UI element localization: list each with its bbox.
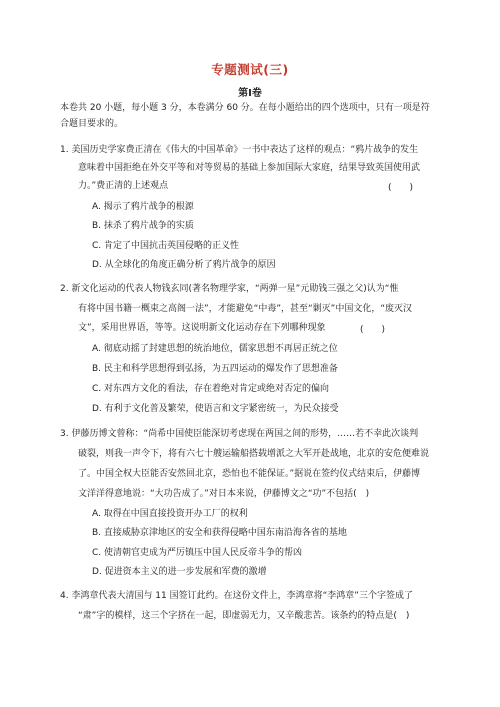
instructions-line: 本卷共 20 小题，每小题 3 分，本卷满分 60 分。在每小题给出的四个选项中，只有一项是符 xyxy=(60,103,430,113)
question-2-option-b: B. 民主和科学思想得到弘扬，为五四运动的爆发作了思想准备 xyxy=(92,364,338,374)
question-3-option-b: B. 直接威胁京津地区的安全和获得侵略中国东南沿海各省的基地 xyxy=(92,528,347,538)
question-1-option-b: B. 抹杀了鸦片战争的实质 xyxy=(92,221,194,231)
question-2-text: 2. 新文化运动的代表人物钱玄同(著名物理学家，“两弹一星”元勋钱三强之父)认为“惟 xyxy=(60,284,399,294)
question-2-option-d: D. 有利于文化普及繁荣，使语言和文字紧密统一，为民众接受 xyxy=(92,404,339,414)
section-heading: 第Ⅰ卷 xyxy=(238,88,262,99)
question-2-option-a: A. 彻底动摇了封建思想的统治地位，儒家思想不再居正统之位 xyxy=(92,344,338,354)
question-4-text: “肃”字的模样，这三个字挤在一起，即虚弱无力，又辛酸悲苦。该条约的特点是( ) xyxy=(78,611,410,621)
question-1-option-c: C. 肯定了中国抗击英国侵略的正义性 xyxy=(92,241,240,251)
question-3-text: 文洋洋得意地说：“大功告成了。”对日本来说，伊藤博文之“功”不包括( ) xyxy=(78,489,370,499)
answer-blank: ( ) xyxy=(388,183,414,193)
question-3-option-a: A. 取得在中国直接投资开办工厂的权利 xyxy=(92,509,248,519)
question-4-text: 4. 李鸿章代表大清国与 11 国签订此约。在这份文件上，李鸿章将“李鸿章”三个字签成了 xyxy=(60,591,413,601)
instructions-line: 合题目要求的。 xyxy=(60,119,124,129)
question-3-text: 了。中国全权大臣能否安然回北京，恐怕也不能保证。”据说在签约仪式结束后，伊藤博 xyxy=(78,469,421,479)
question-3-text: 破裂，则我一声令下，将有六七十艘运输船搭载增派之大军开赴战地，北京的安危便难说 xyxy=(78,449,430,459)
question-1-option-d: D. 从全球化的角度正确分析了鸦片战争的原因 xyxy=(92,260,276,270)
question-2-option-c: C. 对东西方文化的看法，存在着绝对肯定或绝对否定的偏向 xyxy=(92,384,330,394)
answer-blank: ( ) xyxy=(360,325,386,335)
question-3-option-d: D. 促进资本主义的进一步发展和军费的激增 xyxy=(92,567,267,577)
question-1-option-a: A. 揭示了鸦片战争的根源 xyxy=(92,202,194,212)
question-2-text: 文”，采用世界语，等等。这说明新文化运动存在下列哪种现象 xyxy=(78,323,326,333)
question-3-text: 3. 伊藤历博文曾称：“尚希中国使臣能深切考虑现在两国之间的形势，……若不幸此次谈判 xyxy=(60,429,419,439)
page-title: 专题测试(三) xyxy=(211,62,289,77)
question-1-text: 力。”费正清的上述观点 xyxy=(78,181,169,191)
question-1-text: 意味着中国拒绝在外交平等和对等贸易的基础上参加国际大家庭，结果导致英国使用武 xyxy=(78,163,421,173)
question-1-text: 1. 美国历史学家费正清在《伟大的中国革命》一书中表达了这样的观点：“鸦片战争的发生 xyxy=(60,145,419,155)
question-3-option-c: C. 使清朝官吏成为严厉镇压中国人民反帝斗争的帮凶 xyxy=(92,548,303,558)
question-2-text: 有将中国书籍一概束之高阁一法”，才能避免“中毒”，甚至“剿灭”中国文化，“废灭汉 xyxy=(78,304,412,314)
